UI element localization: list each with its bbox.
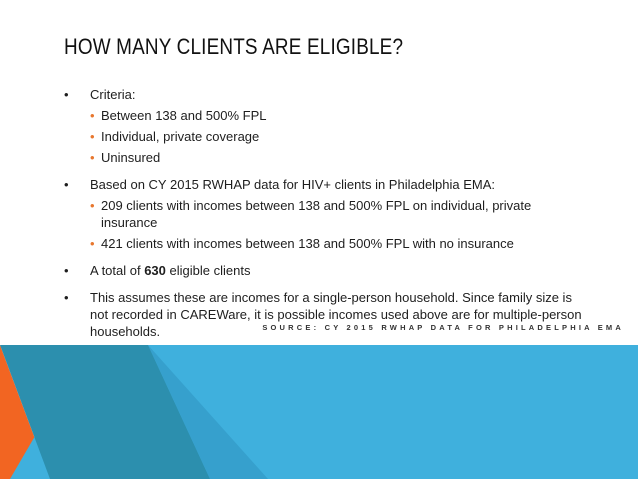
bullet-dot: • (64, 177, 69, 192)
bullet-text: This assumes these are incomes for a single-person household. Since family size is not recorded in CAREWare, it is possible incomes used above are for multiple-person households. (90, 290, 582, 339)
bullet-text-before: A total of (90, 263, 145, 278)
sub-bullet-dot: • (90, 129, 95, 144)
bullet-text: Based on CY 2015 RWHAP data for HIV+ clients in Philadelphia EMA: (90, 177, 496, 192)
sub-bullet-list (90, 197, 584, 252)
bullet-dot: • (64, 87, 69, 102)
bullet-criteria (64, 86, 584, 166)
sub-bullet-text: Between 138 and 500% FPL (101, 108, 267, 123)
sub-bullet-list (90, 107, 584, 166)
sub-bullet-dot: • (90, 150, 95, 165)
sub-bullet-dot: • (90, 198, 95, 213)
bullet-dot: • (64, 290, 69, 305)
sub-bullet-text: 421 clients with incomes between 138 and 500% FPL with no insurance (101, 236, 514, 251)
sub-bullet-dot: • (90, 108, 95, 123)
total-count: 630 (144, 263, 166, 278)
bullet-dot: • (64, 263, 69, 278)
bullet-assumption (64, 289, 584, 340)
sub-bullet-item (90, 149, 584, 166)
sub-bullet-item (90, 197, 584, 231)
bullet-text-after: eligible clients (165, 263, 251, 278)
bullet-text: Criteria: (90, 87, 136, 102)
sub-bullet-text: 209 clients with incomes between 138 and 500% FPL on individual, private insurance (101, 198, 532, 230)
sub-bullet-item (90, 107, 584, 124)
sub-bullet-dot: • (90, 236, 95, 251)
bullet-list (64, 86, 584, 350)
bullet-data-source (64, 176, 584, 252)
source-caption: SOURCE: CY 2015 RWHAP DATA FOR PHILADELPHIA EMA (262, 323, 624, 332)
sub-bullet-item (90, 235, 584, 252)
sub-bullet-text: Individual, private coverage (101, 129, 260, 144)
slide-title: HOW MANY CLIENTS ARE ELIGIBLE? (64, 34, 404, 59)
sub-bullet-text: Uninsured (101, 150, 161, 165)
bullet-total (64, 262, 584, 279)
sub-bullet-item (90, 128, 584, 145)
